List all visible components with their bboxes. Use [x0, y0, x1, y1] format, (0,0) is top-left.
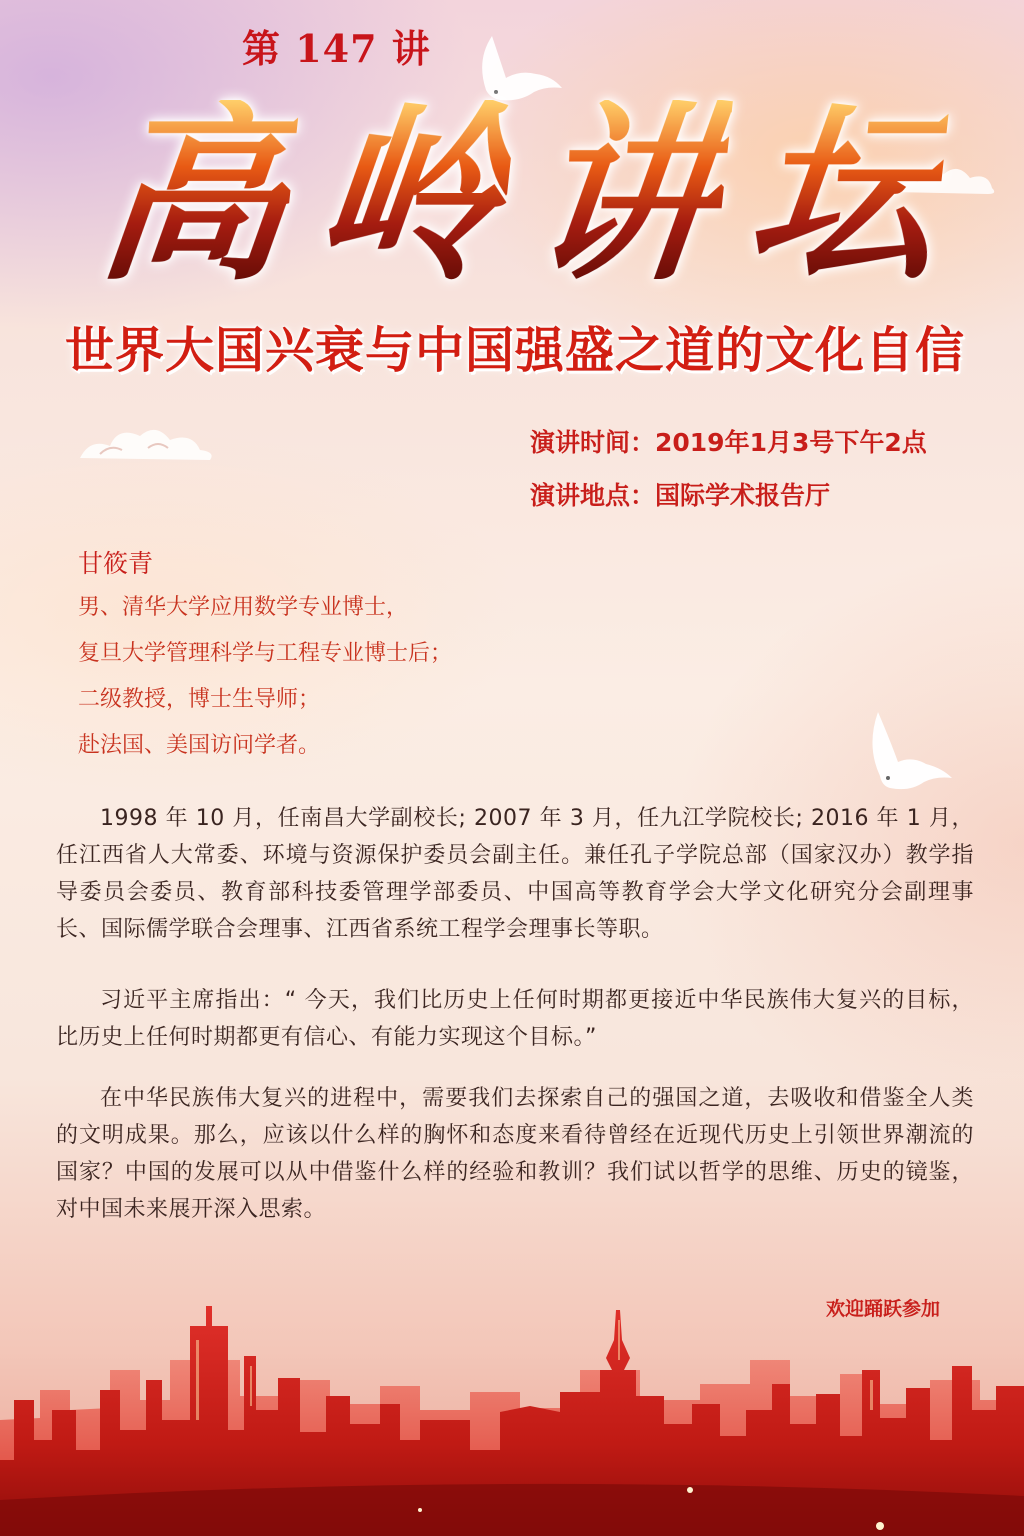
speaker-bio-line: 复旦大学管理科学与工程专业博士后；: [78, 641, 453, 666]
lecture-description-paragraph: 在中华民族伟大复兴的进程中，需要我们去探索自己的强国之道，去吸收和借鉴全人类的文明成果。那么，应该以什么样的胸怀和态度来看待曾经在近现代历史上引领世界潮流的国家？中国的发展可以从中借鉴什么样的经验和教训？我们试以哲学的思维、历史的镜鉴，对中国未来展开深入思索。: [56, 1086, 974, 1222]
forum-title-char: 高: [88, 83, 302, 306]
speaker-bio-line: 赴法国、美国访问学者。: [78, 733, 321, 758]
cloud-decoration-left: [70, 418, 220, 468]
forum-title-char: 坛: [738, 83, 952, 306]
welcome-note: 欢迎踊跃参加: [826, 1298, 941, 1320]
lecture-venue: 演讲地点：国际学术报告厅: [530, 481, 831, 510]
quote-paragraph: 习近平主席指出：“ 今天，我们比历史上任何时期都更接近中华民族伟大复兴的目标，比历史上任何时期都更有信心、有能力实现这个目标。”: [56, 988, 974, 1050]
speaker-bio: [78, 592, 452, 776]
city-skyline-illustration: [0, 1300, 1024, 1536]
speaker-career-paragraph: 1998 年 10 月，任南昌大学副校长; 2007 年 3 月，任九江学院校长; 2016 年 1 月，任江西省人大常委、环境与资源保护委员会副主任。兼任孔子学院总部（国家汉办）教学指导委员会委员、教育部科技委管理学部委员、中国高等教育学会大学文化研究分会副理事长、国际儒学联合会理事、江西省系统工程学会理事长等职。: [56, 806, 974, 942]
lecture-number: 第 147 讲: [242, 26, 431, 71]
speaker-name: 甘筱青: [78, 549, 154, 578]
forum-title-char: 岭: [304, 83, 519, 306]
forum-title-char: 讲: [521, 83, 736, 306]
speaker-bio-line: 二级教授，博士生导师；: [78, 687, 321, 712]
lecture-subtitle: 世界大国兴衰与中国强盛之道的文化自信: [64, 322, 965, 379]
speaker-bio-line: 男、清华大学应用数学专业博士，: [78, 595, 409, 620]
forum-title: [88, 80, 952, 310]
lecture-time: 演讲时间：2019年1月3号下午2点: [530, 428, 927, 457]
dove-icon-right: [860, 706, 955, 796]
